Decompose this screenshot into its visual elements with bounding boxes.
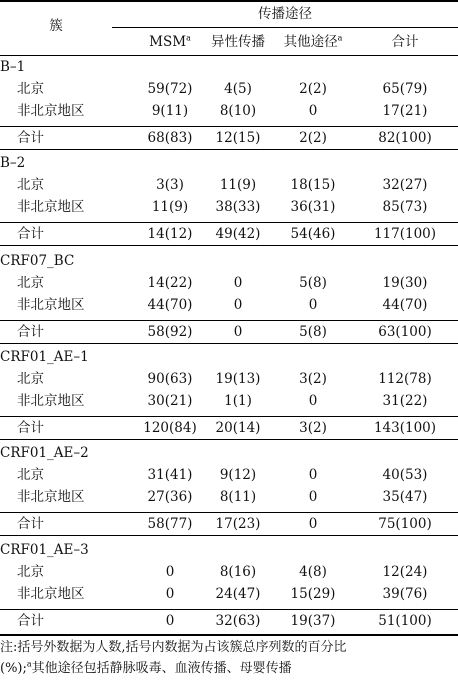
table-cell: 0	[308, 297, 318, 313]
subtotal-rule	[0, 416, 458, 417]
table-cell: 0	[165, 586, 175, 602]
header-col-msm-marker: a	[186, 33, 191, 43]
total-cell: 143(100)	[373, 420, 437, 436]
row-label: 北京	[17, 467, 44, 483]
total-cell: 51(100)	[378, 613, 432, 629]
table-cell: 0	[308, 467, 318, 483]
top-rule	[0, 0, 458, 2]
total-cell: 117(100)	[373, 226, 437, 242]
group-separator-rule	[0, 343, 458, 344]
table-cell: 2(2)	[299, 81, 327, 97]
footnote-line-2	[0, 658, 458, 679]
group-name: CRF07_BC	[0, 253, 75, 269]
total-cell: 32(63)	[215, 613, 261, 629]
footnote-prefix: (%);	[0, 661, 27, 676]
table-cell: 3(2)	[299, 371, 327, 387]
table-cell: 44(70)	[147, 297, 193, 313]
table-cell: 0	[308, 489, 318, 505]
header-bottom-rule	[0, 55, 458, 56]
subtotal-rule	[0, 126, 458, 127]
row-label: 非北京地区	[17, 199, 85, 215]
table-cell: 0	[308, 393, 318, 409]
row-label: 北京	[17, 371, 44, 387]
header-transmission-route: 传播途径	[258, 6, 312, 22]
row-label: 北京	[17, 81, 44, 97]
header-route-rule	[112, 27, 458, 28]
total-cell: 82(100)	[378, 130, 432, 146]
total-cell: 0	[308, 516, 318, 532]
row-label: 非北京地区	[17, 393, 85, 409]
table-cell: 35(47)	[382, 489, 428, 505]
group-name: CRF01_AE–1	[0, 349, 89, 365]
table-cell: 65(79)	[382, 81, 428, 97]
group-separator-rule	[0, 245, 458, 246]
table-cell: 31(41)	[147, 467, 193, 483]
total-cell: 14(12)	[147, 226, 193, 242]
table-cell: 15(29)	[290, 586, 336, 602]
table-cell: 30(21)	[147, 393, 193, 409]
table-cell: 90(63)	[147, 371, 193, 387]
total-cell: 5(8)	[299, 324, 327, 340]
subtotal-rule	[0, 222, 458, 223]
total-label: 合计	[17, 324, 44, 340]
total-cell: 19(37)	[290, 613, 336, 629]
header-col-total: 合计	[391, 34, 419, 50]
total-label: 合计	[17, 130, 44, 146]
table-cell: 44(70)	[382, 297, 428, 313]
table-cell: 0	[233, 297, 243, 313]
total-cell: 12(15)	[215, 130, 261, 146]
total-cell: 3(2)	[299, 420, 327, 436]
header-col-other-label: 其他途径	[283, 34, 338, 50]
header-col-msm	[130, 33, 210, 51]
table-cell: 19(30)	[382, 275, 428, 291]
table-cell: 36(31)	[290, 199, 336, 215]
group-name: B–1	[0, 59, 26, 75]
table-cell: 9(11)	[151, 103, 189, 119]
total-cell: 63(100)	[378, 324, 432, 340]
row-label: 北京	[17, 177, 44, 193]
table-cell: 14(22)	[147, 275, 193, 291]
row-label: 北京	[17, 564, 44, 580]
table-cell: 8(11)	[219, 489, 257, 505]
table-cell: 31(22)	[382, 393, 428, 409]
table-cell: 32(27)	[382, 177, 428, 193]
total-label: 合计	[17, 420, 44, 436]
total-cell: 75(100)	[378, 516, 432, 532]
table-cell: 11(9)	[219, 177, 257, 193]
total-label: 合计	[17, 226, 44, 242]
table-cell: 18(15)	[290, 177, 336, 193]
bottom-rule	[0, 634, 458, 636]
table-cell: 12(24)	[382, 564, 428, 580]
table-footnote	[0, 637, 458, 679]
group-name: CRF01_AE–2	[0, 445, 89, 461]
total-cell: 49(42)	[215, 226, 261, 242]
table-cell: 4(5)	[224, 81, 252, 97]
row-label: 北京	[17, 275, 44, 291]
table-cell: 17(21)	[382, 103, 428, 119]
header-col-heterosexual: 异性传播	[211, 34, 265, 50]
subtotal-rule	[0, 512, 458, 513]
subtotal-rule	[0, 320, 458, 321]
table-cell: 24(47)	[215, 586, 261, 602]
total-cell: 68(83)	[147, 130, 193, 146]
table-cell: 112(78)	[378, 371, 432, 387]
header-col-other	[275, 33, 351, 51]
total-cell: 20(14)	[215, 420, 261, 436]
table-cell: 59(72)	[147, 81, 193, 97]
header-col-other-marker: a	[337, 33, 343, 43]
group-separator-rule	[0, 149, 458, 150]
table-cell: 19(13)	[215, 371, 261, 387]
table-cell: 38(33)	[215, 199, 261, 215]
table-cell: 1(1)	[224, 393, 252, 409]
table-cell: 0	[233, 275, 243, 291]
table-cell: 11(9)	[151, 199, 189, 215]
table-cell: 85(73)	[382, 199, 428, 215]
table-cell: 5(8)	[299, 275, 327, 291]
total-cell: 0	[233, 324, 243, 340]
footnote-marker: a	[26, 659, 32, 669]
total-cell: 58(92)	[147, 324, 193, 340]
table-cell: 0	[165, 564, 175, 580]
footnote-line-1: 注:括号外数据为人数,括号内数据为占该簇总序列数的百分比	[0, 640, 347, 655]
group-separator-rule	[0, 439, 458, 440]
subtotal-rule	[0, 609, 458, 610]
group-name: B–2	[0, 155, 26, 171]
total-label: 合计	[17, 516, 44, 532]
total-cell: 0	[165, 613, 175, 629]
table-cell: 40(53)	[382, 467, 428, 483]
total-cell: 58(77)	[147, 516, 193, 532]
group-name: CRF01_AE–3	[0, 542, 89, 558]
table-cell: 3(3)	[156, 177, 184, 193]
row-label: 非北京地区	[17, 297, 85, 313]
total-label: 合计	[17, 613, 44, 629]
table-cell: 39(76)	[382, 586, 428, 602]
total-cell: 120(84)	[143, 420, 197, 436]
table-cell: 8(16)	[219, 564, 257, 580]
row-label: 非北京地区	[17, 489, 85, 505]
table-cell: 27(36)	[147, 489, 193, 505]
header-cluster: 簇	[49, 18, 63, 34]
table-cell: 0	[308, 103, 318, 119]
total-cell: 54(46)	[290, 226, 336, 242]
total-cell: 17(23)	[215, 516, 261, 532]
footnote-rest: 其他途径包括静脉吸毒、血液传播、母婴传播	[31, 661, 292, 676]
header-col-msm-label: MSM	[149, 34, 187, 50]
total-cell: 2(2)	[299, 130, 327, 146]
table-cell: 8(10)	[219, 103, 257, 119]
table-cell: 4(8)	[299, 564, 327, 580]
row-label: 非北京地区	[17, 586, 85, 602]
row-label: 非北京地区	[17, 103, 85, 119]
group-separator-rule	[0, 535, 458, 536]
table-cell: 9(12)	[219, 467, 257, 483]
